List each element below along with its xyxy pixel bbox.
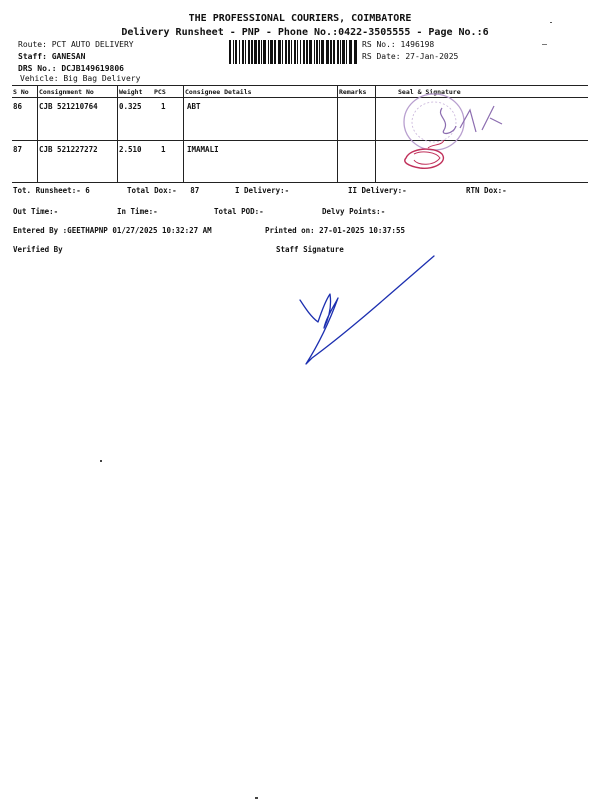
row-1-consignee: ABT (187, 102, 201, 111)
row-1-pcs: 1 (161, 102, 166, 111)
header-consignment: Consignment No (39, 88, 94, 96)
barcode-bar (261, 40, 262, 64)
speck (542, 44, 547, 45)
speck (255, 797, 258, 799)
rtn-dox: RTN Dox:- (466, 186, 507, 195)
company-title: THE PROFESSIONAL COURIERS, COIMBATORE (188, 13, 412, 24)
barcode-bar (229, 40, 231, 64)
row-2-sno: 87 (13, 145, 23, 154)
barcode-bar (233, 40, 234, 64)
col-divider (337, 85, 338, 182)
barcode-bar (263, 40, 266, 64)
header-remarks: Remarks (339, 88, 367, 96)
barcode-bar (340, 40, 341, 64)
barcode-bar (254, 40, 257, 64)
header-pcs: PCS (154, 88, 166, 96)
table-top-border (12, 85, 588, 86)
i-delivery: I Delivery:- (235, 186, 290, 195)
header-seal-signature: Seal & Signature (398, 88, 461, 96)
barcode-bar (319, 40, 320, 64)
printed-on: Printed on: 27-01-2025 10:37:55 (265, 226, 405, 235)
barcode-bar (282, 40, 283, 64)
speck (550, 22, 552, 23)
barcode-bar (333, 40, 335, 64)
ii-delivery: II Delivery:- (348, 186, 407, 195)
row-1-weight: 0.325 (119, 102, 142, 111)
barcode-bar (294, 40, 296, 64)
barcode-bar (245, 40, 246, 64)
barcode-bar (300, 40, 301, 64)
barcode-bar (309, 40, 312, 64)
delvy-points: Delvy Points:- (322, 207, 386, 216)
col-divider (117, 85, 118, 182)
barcode-bar (242, 40, 244, 64)
barcode-bar (258, 40, 260, 64)
vehicle-text: Vehicle: Big Bag Delivery (20, 74, 141, 83)
header-consignee: Consignee Details (185, 88, 252, 96)
staff-signature (290, 250, 440, 370)
runsheet-subtitle: Delivery Runsheet - PNP - Phone No.:0422-3505555 - Page No.:6 (121, 27, 489, 38)
row-2-consignee: IMAMALI (187, 145, 219, 154)
row-2-consignment: CJB 521227272 (39, 145, 98, 154)
barcode-bar (326, 40, 329, 64)
barcode-bar (342, 40, 345, 64)
barcode-bar (285, 40, 287, 64)
speck (100, 460, 102, 462)
header-sno: S No (13, 88, 29, 96)
total-pod: Total POD:- (214, 207, 264, 216)
rs-number: RS No.: 1496198 (362, 40, 435, 49)
barcode-bar (274, 40, 276, 64)
staff-signature-label: Staff Signature (276, 245, 344, 254)
barcode-bar (268, 40, 269, 64)
barcode-bar (297, 40, 298, 64)
in-time: In Time:- (117, 207, 158, 216)
barcode-bar (346, 40, 347, 64)
tot-runsheet: Tot. Runsheet:- 6 (13, 186, 90, 195)
barcode (229, 40, 357, 64)
barcode-bar (235, 40, 237, 64)
barcode-bar (303, 40, 305, 64)
drs-number: DRS No.: DCJB149619806 (18, 64, 124, 73)
barcode-bar (239, 40, 240, 64)
total-dox: Total Dox:- 87 (127, 186, 200, 195)
barcode-bar (270, 40, 273, 64)
entered-by: Entered By :GEETHAPNP 01/27/2025 10:32:27 AM (13, 226, 212, 235)
barcode-bar (354, 40, 357, 64)
barcode-bar (306, 40, 308, 64)
barcode-bar (316, 40, 318, 64)
staff-text: Staff: GANESAN (18, 52, 86, 61)
col-divider (375, 85, 376, 182)
rs-date: RS Date: 27-Jan-2025 (362, 52, 459, 61)
barcode-bar (337, 40, 339, 64)
barcode-bar (321, 40, 324, 64)
barcode-bar (288, 40, 290, 64)
row-1-sno: 86 (13, 102, 23, 111)
header-weight: Weight (119, 88, 143, 96)
barcode-bar (251, 40, 253, 64)
barcode-bar (248, 40, 250, 64)
barcode-bar (349, 40, 352, 64)
row-1-consignment: CJB 521210764 (39, 102, 98, 111)
out-time: Out Time:- (13, 207, 59, 216)
route-text: Route: PCT AUTO DELIVERY (18, 40, 134, 49)
barcode-bar (314, 40, 315, 64)
barcode-bar (278, 40, 281, 64)
verified-by: Verified By (13, 245, 63, 254)
row-2-pcs: 1 (161, 145, 166, 154)
seal-stamp-signature (398, 88, 523, 183)
row-2-weight: 2.510 (119, 145, 142, 154)
col-divider (183, 85, 184, 182)
barcode-bar (291, 40, 292, 64)
col-divider (37, 85, 38, 182)
barcode-bar (330, 40, 332, 64)
